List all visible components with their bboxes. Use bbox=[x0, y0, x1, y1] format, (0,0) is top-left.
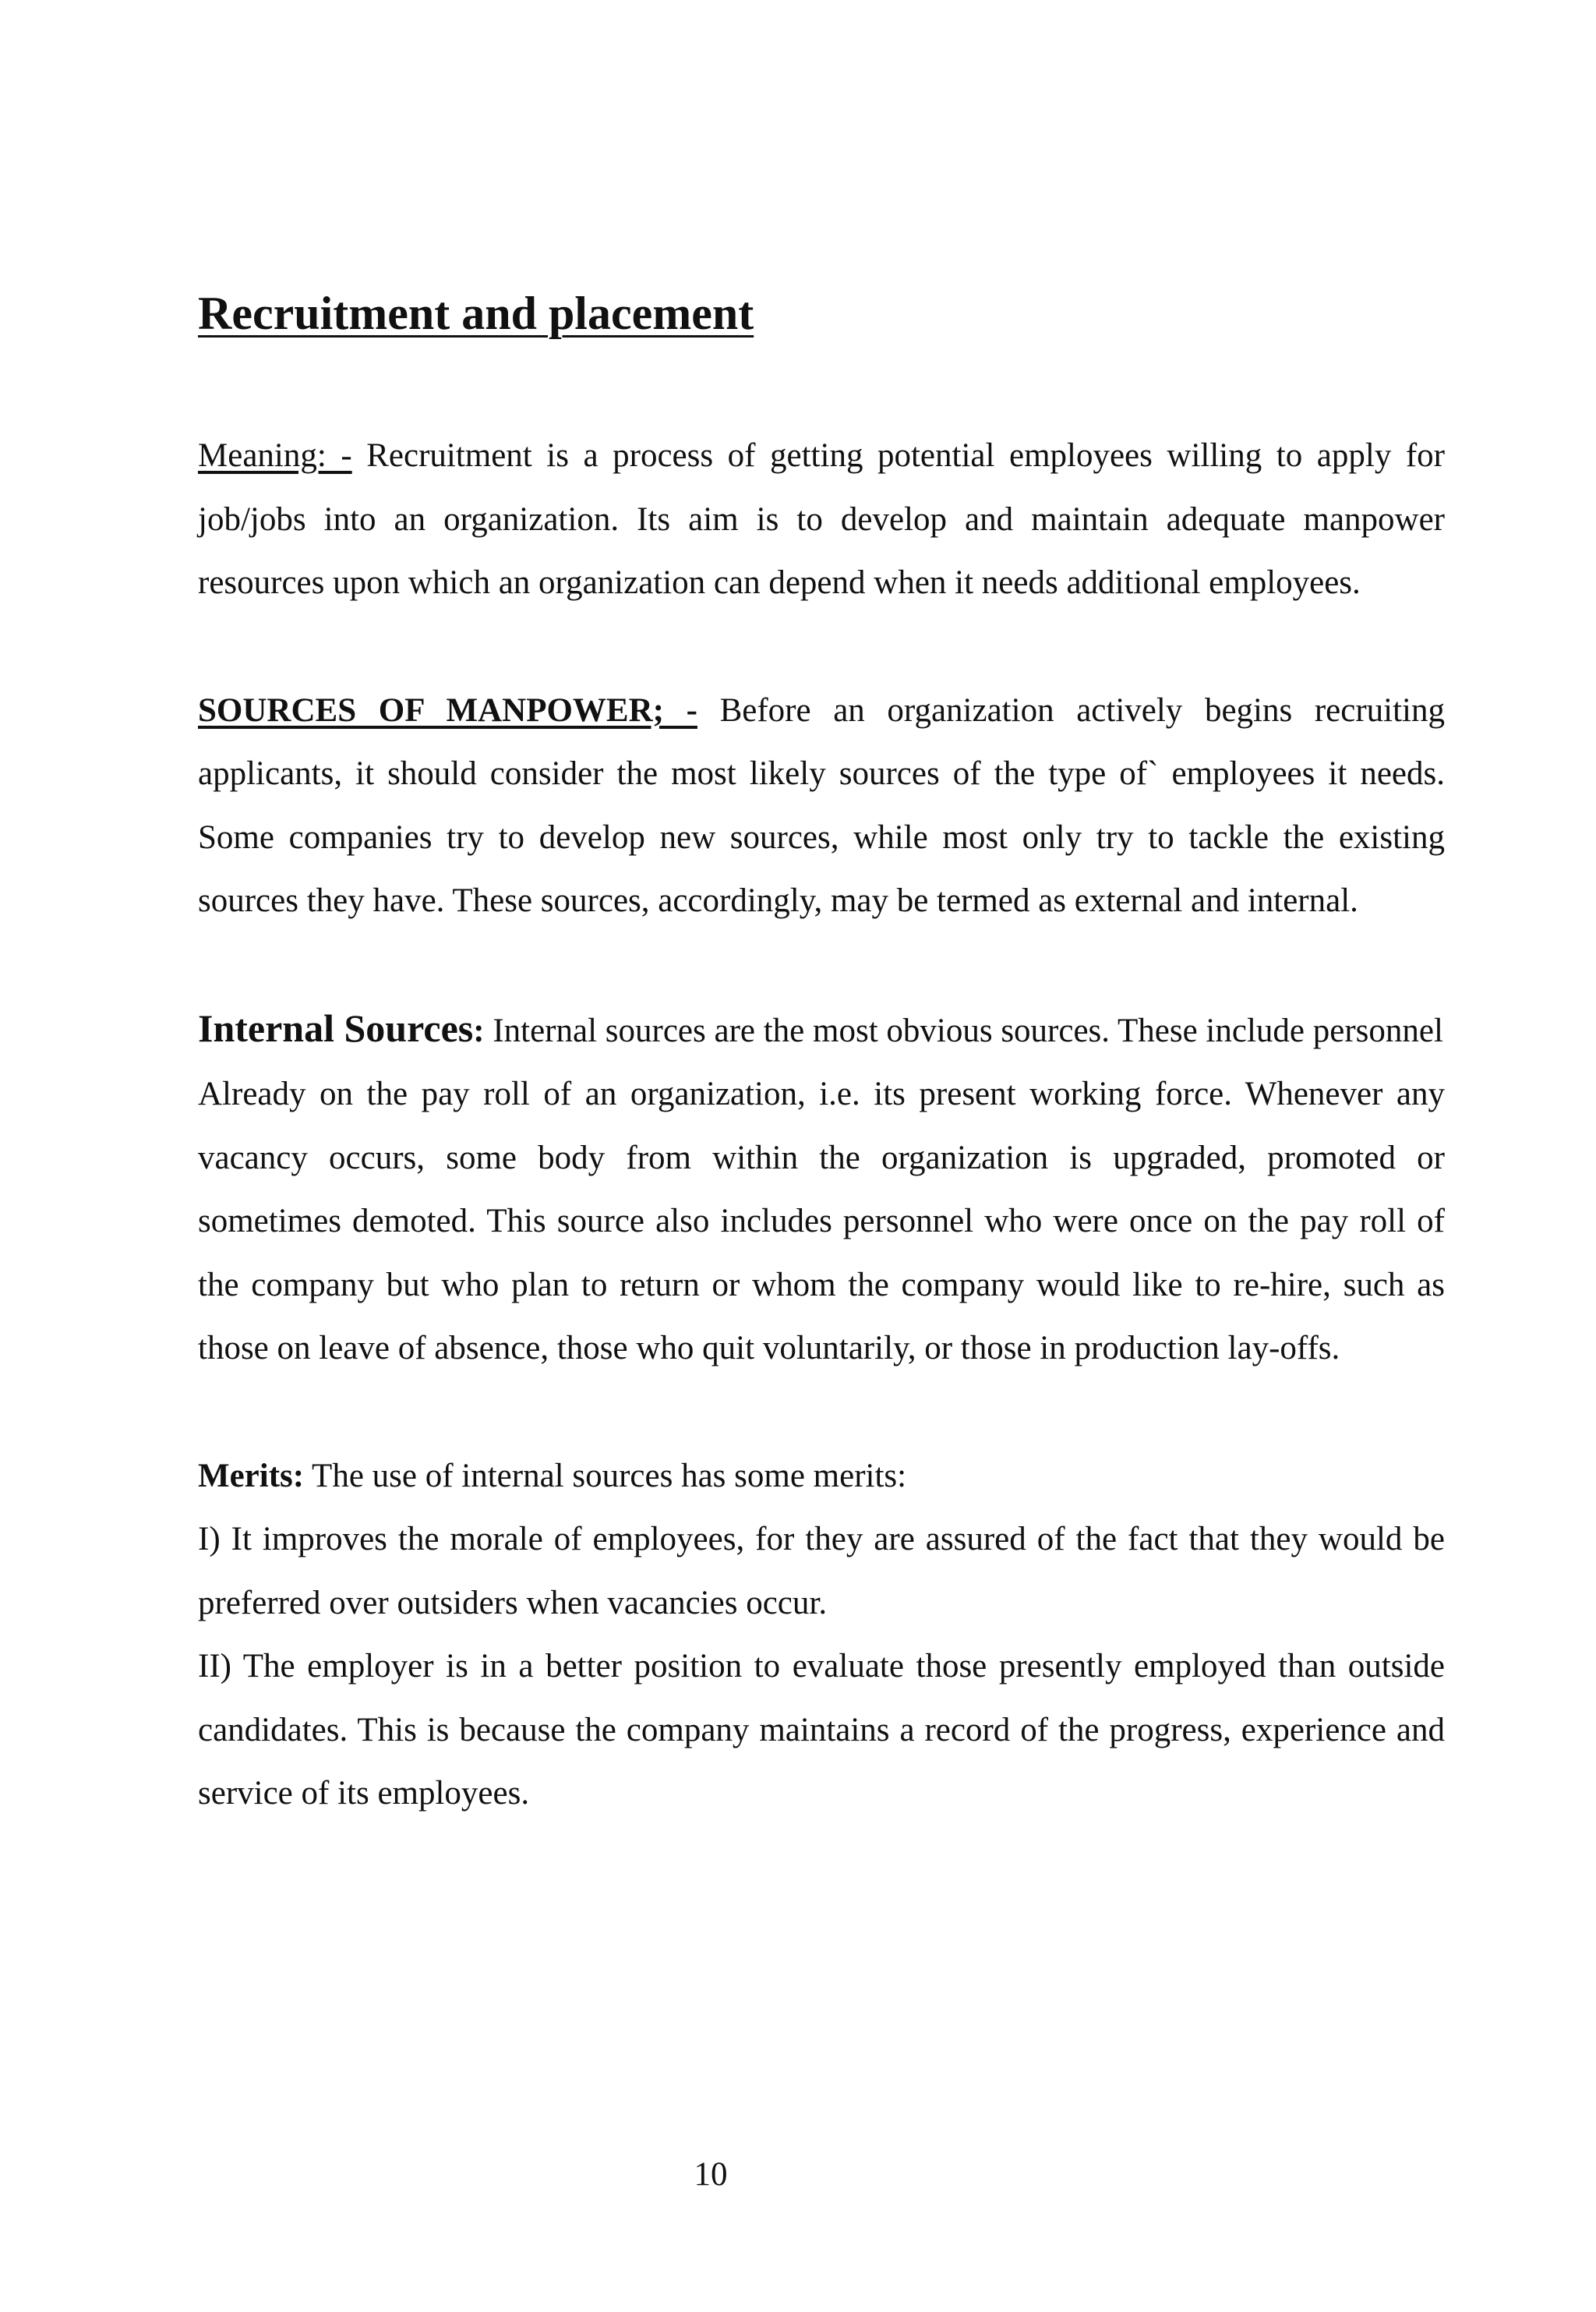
spacer bbox=[198, 345, 1445, 424]
merit-item-1: I) It improves the morale of employees, for they are assured of the fact that they would be preferred over outsiders when vacancies occur. bbox=[198, 1521, 1445, 1621]
internal-sources-text: Internal sources are the most obvious sources. These include personnel bbox=[484, 1012, 1443, 1049]
page-number: 10 bbox=[694, 2156, 728, 2193]
spacer bbox=[198, 615, 1445, 679]
sources-text: Before an organization actively begins recruiting applicants, it should consider the most likely sources of the type of` employees it needs. Some companies try to develop new sources, while most only try to tackle the existing sources they have. These sources, accordingly, may be termed as external and internal. bbox=[198, 691, 1445, 919]
merits-paragraph bbox=[198, 1444, 1445, 1508]
page-title: Recruitment and placement bbox=[198, 288, 754, 339]
merits-label: Merits: bbox=[198, 1457, 305, 1494]
page-content bbox=[198, 282, 1445, 1826]
sources-paragraph bbox=[198, 679, 1445, 933]
merits-text: The use of internal sources has some merits: bbox=[304, 1457, 907, 1494]
meaning-label: Meaning: - bbox=[198, 437, 352, 474]
internal-sources-colon: : bbox=[473, 1012, 485, 1049]
internal-sources-continuation: Already on the pay roll of an organization, i.e. its present working force. Whenever any vacancy occurs, some body from within the organization is upgraded, promoted or sometimes demoted. This source also includes personnel who were once on the pay roll of the company but who plan to return or whom the company would like to re-hire, such as those on leave of absence, those who quit voluntarily, or those in production lay-offs. bbox=[198, 1076, 1445, 1366]
spacer bbox=[198, 933, 1445, 997]
meaning-paragraph bbox=[198, 424, 1445, 615]
internal-sources-paragraph bbox=[198, 997, 1445, 1063]
spacer bbox=[198, 1380, 1445, 1444]
internal-sources-label: Internal Sources bbox=[198, 1006, 474, 1050]
merit-item-2: II) The employer is in a better position to evaluate those presently employed than outside candidates. This is because the company maintains a record of the progress, experience and service of its employees. bbox=[198, 1648, 1445, 1812]
meaning-text: Recruitment is a process of getting potential employees willing to apply for job/jobs into an organization. Its aim is to develop and maintain adequate manpower resources upon which an organization can depend when it needs additional employees. bbox=[198, 437, 1446, 601]
sources-label: SOURCES OF MANPOWER; - bbox=[198, 691, 697, 729]
